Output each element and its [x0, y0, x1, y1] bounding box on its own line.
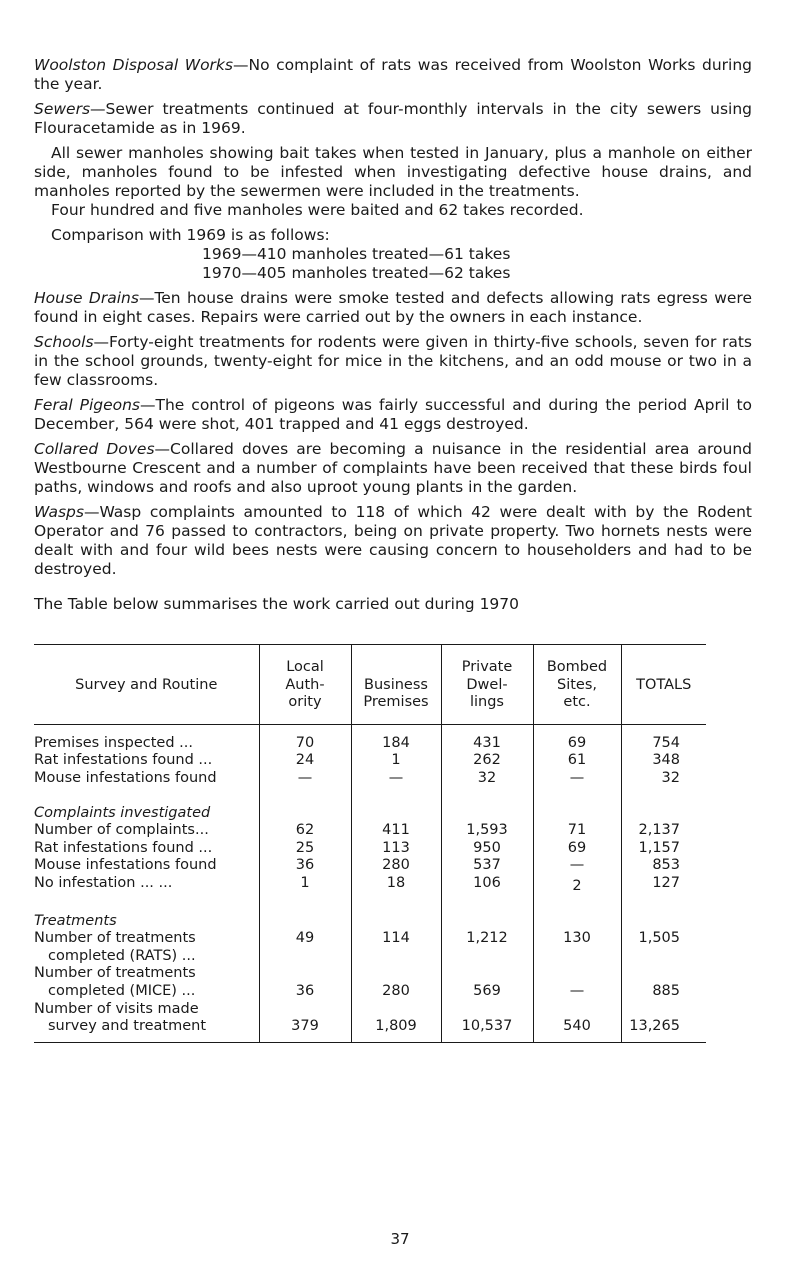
cell-business: 280: [351, 965, 441, 1000]
table-row: [34, 875, 706, 896]
cell-total: 2,137: [621, 822, 706, 840]
cell-business: 280: [351, 857, 441, 875]
paragraph-collared-doves: [34, 440, 752, 497]
comparison-1970: 1970—405 manholes treated—62 takes: [202, 264, 511, 282]
cell-private: 1,212: [441, 930, 533, 965]
cell-bombed: —: [533, 965, 621, 1000]
cell-private: 262: [441, 752, 533, 770]
text-schools: —Forty-eight treatments for rodents were given in thirty-five schools, seven for rats in the school grounds, twenty-eight for mice in the kitchens, and an odd mouse or two in a few classrooms.: [34, 333, 752, 389]
heading-feral-pigeons: Feral Pigeons: [34, 396, 141, 414]
comparison-intro: Comparison with 1969 is as follows:: [51, 226, 330, 244]
table-row: [34, 770, 706, 788]
table-row: [34, 1001, 706, 1043]
table-row: [34, 840, 706, 858]
cell-total: 885: [621, 965, 706, 1000]
table-row: [34, 752, 706, 770]
section-heading-complaints: Complaints investigated: [34, 804, 211, 821]
cell-local: 70: [259, 724, 351, 752]
cell-business: —: [351, 770, 441, 788]
heading-house-drains: House Drains: [34, 289, 139, 307]
paragraph-sewers: [34, 100, 752, 138]
cell-business: 1,809: [351, 1001, 441, 1043]
header-bombed: Bombed Sites, etc.: [533, 645, 621, 725]
cell-total: 127: [621, 875, 706, 896]
text-sewers: —Sewer treatments continued at four-monthly intervals in the city sewers using Flouracetamide as in 1969.: [34, 100, 752, 137]
cell-local: 25: [259, 840, 351, 858]
document-page: [34, 56, 752, 1043]
cell-business: 18: [351, 875, 441, 896]
table-row: [34, 724, 706, 752]
table-row: [34, 930, 706, 965]
cell-total: 348: [621, 752, 706, 770]
cell-business: 1: [351, 752, 441, 770]
table-header-row: [34, 645, 706, 725]
paragraph-manholes: All sewer manholes showing bait takes when tested in January, plus a manhole on either side, manholes found to be infested when investigating defective house drains, and manholes reported by the sewermen were included in the treatments.: [34, 144, 752, 200]
table-intro: The Table below summarises the work carried out during 1970: [34, 595, 520, 613]
cell-bombed: —: [533, 857, 621, 875]
cell-bombed: 61: [533, 752, 621, 770]
cell-business: 114: [351, 930, 441, 965]
cell-private: 32: [441, 770, 533, 788]
cell-bombed: 540: [533, 1001, 621, 1043]
cell-local: 379: [259, 1001, 351, 1043]
row-label-rats: Number of treatments completed (RATS) ...: [34, 930, 196, 964]
row-label: Rat infestations found ...: [34, 752, 213, 769]
cell-total: 13,265: [621, 1001, 706, 1043]
cell-business: 184: [351, 724, 441, 752]
cell-local: —: [259, 770, 351, 788]
text-wasps: —Wasp complaints amounted to 118 of which 42 were dealt with by the Rodent Operator and 76 passed to contractors, being on private property. Two hornets nests were dealt with and four wild bees nests were causing concern to householders and had to be destroyed.: [34, 503, 752, 578]
header-business: Business Premises: [351, 645, 441, 725]
cell-private: 431: [441, 724, 533, 752]
row-label: Mouse infestations found: [34, 769, 217, 786]
heading-schools: Schools: [34, 333, 94, 351]
cell-bombed: —: [533, 770, 621, 788]
cell-private: 10,537: [441, 1001, 533, 1043]
cell-total: 1,505: [621, 930, 706, 965]
cell-private: 950: [441, 840, 533, 858]
header-private: Private Dwel- lings: [441, 645, 533, 725]
table-row: [34, 857, 706, 875]
cell-business: 411: [351, 822, 441, 840]
cell-local: 24: [259, 752, 351, 770]
table-spacer: [34, 788, 706, 805]
cell-business: 113: [351, 840, 441, 858]
cell-private: 1,593: [441, 822, 533, 840]
cell-private: 537: [441, 857, 533, 875]
header-survey: Survey and Routine: [34, 645, 259, 725]
cell-total: 32: [621, 770, 706, 788]
cell-local: 49: [259, 930, 351, 965]
heading-wasps: Wasps: [34, 503, 84, 521]
text-collared-doves: —Collared doves are becoming a nuisance in the residential area around Westbourne Crescent and a number of complaints have been received that these birds foul paths, windows and roofs and also uproot young plants in the garden.: [34, 440, 753, 496]
cell-bombed: 69: [533, 840, 621, 858]
cell-bombed: 2: [533, 875, 621, 896]
comparison-1969: 1969—410 manholes treated—61 takes: [202, 245, 511, 263]
paragraph-feral-pigeons: [34, 396, 752, 434]
table-row: [34, 965, 706, 1000]
cell-local: 62: [259, 822, 351, 840]
cell-bombed: 130: [533, 930, 621, 965]
row-label: Number of complaints...: [34, 822, 209, 839]
cell-total: 1,157: [621, 840, 706, 858]
cell-local: 36: [259, 857, 351, 875]
row-label: No infestation ... ...: [34, 874, 173, 891]
row-label: Mouse infestations found: [34, 857, 217, 874]
row-label: Rat infestations found ...: [34, 839, 213, 856]
heading-woolston: Woolston Disposal Works: [34, 56, 233, 74]
page-number: 37: [390, 1230, 410, 1248]
text-house-drains: —Ten house drains were smoke tested and defects allowing rats egress were found in eight cases. Repairs were carried out by the owners in each instance.: [34, 289, 752, 326]
section-heading-treatments: Treatments: [34, 912, 117, 929]
section-heading-row: [34, 805, 706, 823]
row-label-mice: Number of treatments completed (MICE) ...: [34, 965, 196, 999]
row-label-visits: Number of visits made survey and treatment: [34, 1001, 259, 1043]
section-heading-row: [34, 913, 706, 931]
text-feral-pigeons: —The control of pigeons was fairly successful and during the period April to December, 564 were shot, 401 trapped and 41 eggs destroyed.: [34, 396, 753, 433]
cell-total: 754: [621, 724, 706, 752]
paragraph-house-drains: [34, 289, 752, 327]
cell-local: 1: [259, 875, 351, 896]
cell-bombed: 69: [533, 724, 621, 752]
cell-bombed: 71: [533, 822, 621, 840]
header-local: Local Auth- ority: [259, 645, 351, 725]
cell-local: 36: [259, 965, 351, 1000]
paragraph-woolston: [34, 56, 752, 94]
table-row: [34, 822, 706, 840]
summary-table: [34, 644, 706, 1043]
heading-sewers: Sewers: [34, 100, 91, 118]
cell-total: 853: [621, 857, 706, 875]
paragraph-wasps: [34, 503, 752, 579]
cell-private: 106: [441, 875, 533, 896]
text-woolston: —No complaint of rats was received from Woolston Works during the year.: [34, 56, 752, 93]
cell-private: 569: [441, 965, 533, 1000]
paragraph-four-hundred: Four hundred and five manholes were baited and 62 takes recorded.: [51, 201, 584, 219]
heading-collared-doves: Collared Doves: [34, 440, 155, 458]
table-spacer: [34, 896, 706, 913]
paragraph-schools: [34, 333, 752, 390]
row-label: Premises inspected ...: [34, 734, 193, 751]
header-totals: TOTALS: [621, 645, 706, 725]
